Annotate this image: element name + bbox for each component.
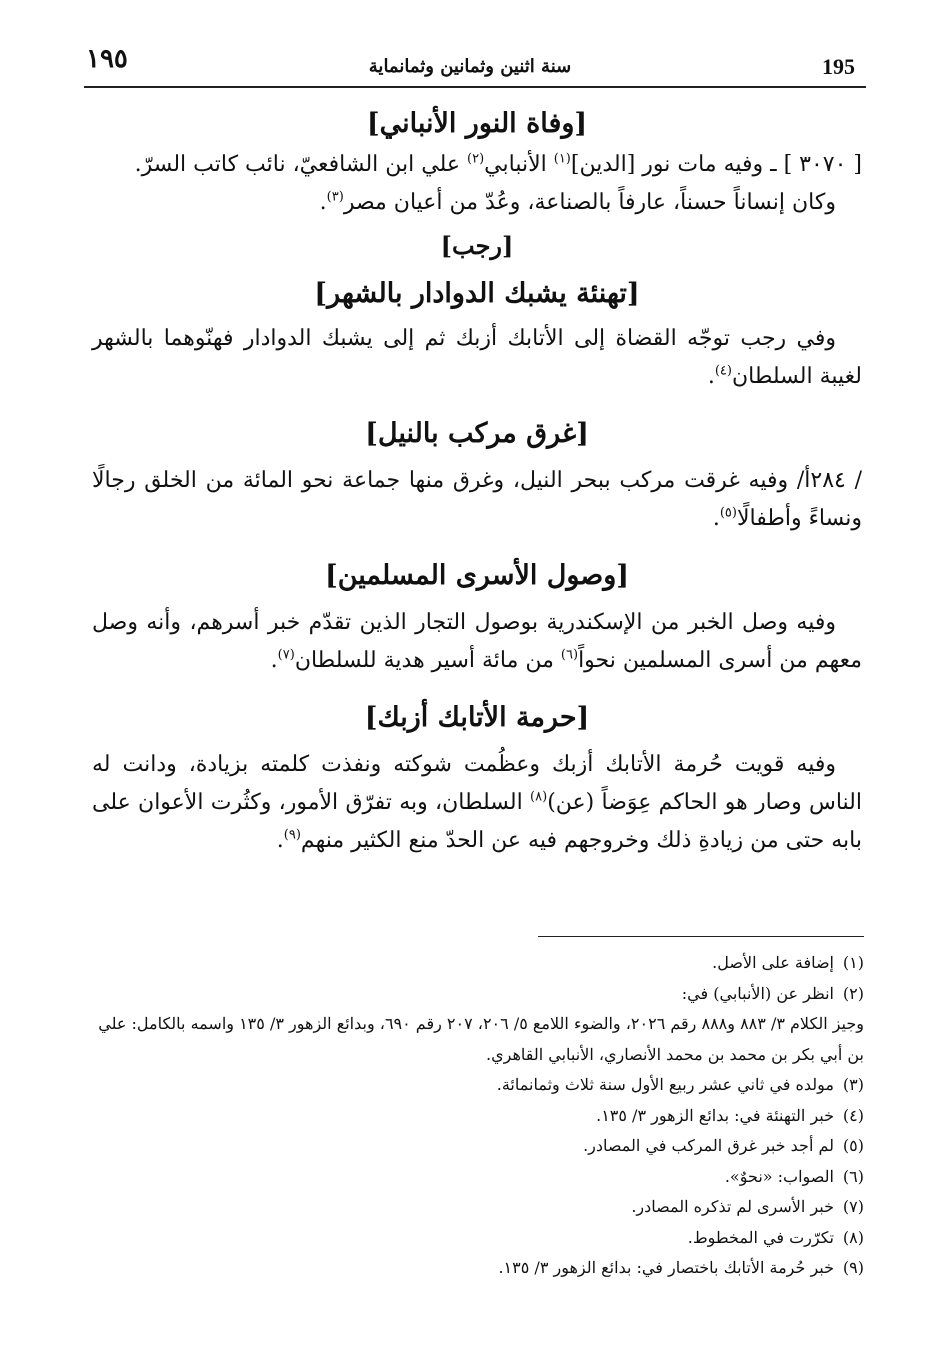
footnote-marker: (٨) (530, 789, 548, 805)
footnote-number: (٦) (842, 1166, 864, 1186)
footnote-marker: (٤) (714, 363, 732, 379)
footnote-marker: (٣) (326, 189, 344, 205)
footnote-number: (٨) (842, 1227, 864, 1247)
paragraph-text: الأنبابي (484, 152, 554, 177)
footnote-text: خبر حُرمة الأتابك باختصار في: بدائع الزهور ٣/ ١٣٥. (498, 1258, 834, 1277)
paragraph (92, 746, 862, 860)
section-heading: [تهنئة يشبك الدوادار بالشهر] (314, 278, 640, 309)
main-text (92, 104, 862, 860)
footnote-text: خبر الأسرى لم تذكره المصادر. (631, 1197, 834, 1216)
section-heading: [وصول الأسرى المسلمين] (324, 560, 630, 591)
paragraph-text: . (319, 190, 327, 215)
footnotes (94, 948, 864, 1284)
paragraph-text: / ٢٨٤أ/ وفيه غرقت مركب ببحر النيل، وغرق منها جماعة نحو المائة من الخلق رجالًا ونساءً وأطفالًا (92, 468, 863, 531)
paragraph-text: . (276, 828, 284, 853)
month-heading: [رجب] (440, 231, 514, 260)
paragraph-text: السلطان، وبه تفرّق الأمور، وكثُرت الأعوان على بابه حتى من زيادةِ ذلك وخروجهم فيه عن الحدّ منع الكثير منهم (92, 790, 862, 853)
footnote-text: إضافة على الأصل. (712, 953, 834, 972)
footnote-text: مولده في ثاني عشر ربيع الأول سنة ثلاث وثمانمائة. (496, 1075, 834, 1094)
footnote-item (94, 1070, 864, 1101)
footnote-item (94, 1131, 864, 1162)
footnote-marker: (٦) (560, 647, 579, 663)
footnote-item (94, 1253, 864, 1284)
footnote-number: (٤) (842, 1105, 864, 1125)
section-heading: [وفاة النور الأنباني] (366, 108, 588, 139)
paragraph-text: وفيه قويت حُرمة الأتابك أزبك وعظُمت شوكته ونفذت كلمته بزيادة، ودانت له الناس وصار هو الحاكم عِوَضاً (عن) (92, 752, 862, 815)
footnote-text: لم أجد خبر غرق المركب في المصادر. (583, 1136, 834, 1155)
footnote-text: انظر عن (الأنبابي) في: (681, 983, 834, 1003)
page-number-arabic: ١٩٥ (86, 44, 128, 74)
footnote-number: (٩) (842, 1258, 864, 1277)
footnote-item (94, 1162, 864, 1193)
paragraph-text: علي ابن الشافعيّ، نائب كاتب السرّ. (134, 152, 468, 177)
footnote-marker: (٧) (277, 647, 295, 663)
paragraph (92, 604, 862, 680)
footnote-separator (538, 936, 864, 937)
footnote-number: (٣) (842, 1075, 864, 1094)
footnote-text: تكرّرت في المخطوط. (687, 1227, 834, 1247)
header-rule (84, 86, 866, 88)
page-number-latin: 195 (822, 54, 855, 79)
footnote-item (94, 1192, 864, 1223)
footnote-item (94, 1009, 864, 1070)
footnote-text: وجيز الكلام ٣/ ٨٨٣ و٨٨٨ رقم ٢٠٢٦، والضوء اللامع ٥/ ٢٠٦، ٢٠٧ رقم ٦٩٠، وبدائع الزهور ٣/ ١٣٥ واسمه بالكامل: علي بن أبي بكر بن محمد بن محمد الأنصاري، الأنبابي القاهري. (98, 1014, 864, 1064)
paragraph-text: [ ٣٠٧٠ ] ـ وفيه مات نور [الدين] (570, 152, 862, 177)
footnote-marker: (٢) (467, 151, 485, 167)
paragraph (92, 146, 862, 184)
running-title: سنة اثنين وثمانين وثمانماية (368, 56, 572, 77)
paragraph-text: . (707, 364, 715, 389)
footnote-number: (٢) (842, 983, 864, 1003)
section-heading: [غرق مركب بالنيل] (365, 418, 589, 449)
footnote-marker: (٥) (719, 505, 737, 521)
footnote-marker: (١) (553, 151, 571, 167)
paragraph (92, 320, 862, 396)
paragraph-text: . (270, 648, 278, 673)
footnote-number: (٥) (842, 1136, 864, 1155)
footnote-marker: (٩) (283, 827, 301, 843)
footnote-number: (١) (842, 953, 864, 972)
paragraph-text: وكان إنساناً حسناً، عارفاً بالصناعة، وعُدّ من أعيان مصر (343, 190, 836, 215)
paragraph-text: وفيه وصل الخبر من الإسكندرية بوصول التجار الذين تقدّم خبر أسرهم، وأنه وصل معهم من أسرى المسلمين نحواً (92, 610, 862, 673)
paragraph-text: من مائة أسير هدية للسلطان (294, 648, 561, 673)
footnote-item (94, 948, 864, 979)
paragraph (92, 184, 862, 222)
footnote-number: (٧) (842, 1197, 864, 1216)
footnote-item (94, 979, 864, 1010)
paragraph (92, 462, 862, 538)
footnote-item (94, 1101, 864, 1132)
paragraph-text: . (712, 506, 720, 531)
paragraph-text: وفي رجب توجّه القضاة إلى الأتابك أزبك ثم إلى يشبك الدوادار فهنّوهما بالشهر لغيبة السلطان (92, 326, 862, 389)
footnote-text: خبر التهنئة في: بدائع الزهور ٣/ ١٣٥. (596, 1105, 834, 1125)
footnote-text: الصواب: «نحوٌ». (724, 1166, 834, 1186)
footnote-item (94, 1223, 864, 1254)
section-heading: [حرمة الأتابك أزبك] (364, 702, 590, 733)
